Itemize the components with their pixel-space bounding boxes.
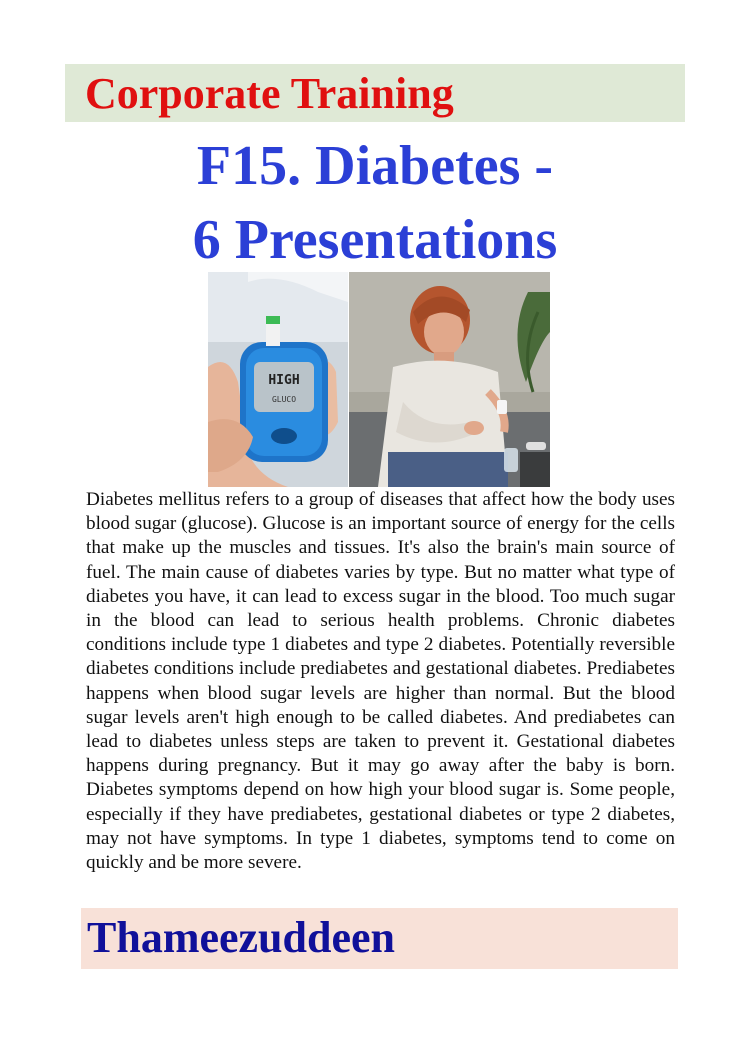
page-title-line-2: 6 Presentations — [192, 209, 558, 271]
training-banner — [65, 64, 685, 122]
meter-display-top: HIGH — [268, 373, 300, 388]
diabetes-photo — [208, 272, 550, 487]
banner-text: Corporate Training — [85, 69, 454, 118]
author-banner — [81, 908, 678, 969]
page-title-line-1: F15. Diabetes - — [196, 135, 554, 197]
author-name: Thameezuddeen — [87, 913, 395, 962]
glucose-meter-photo — [208, 272, 348, 487]
woman-photo — [349, 272, 550, 487]
diabetes-description: Diabetes mellitus refers to a group of diseases that affect how the body uses blood sugar (glucose). Glucose is an important source of energy for the cells that make up the muscles and tissues. It's also the brain's main source of fuel. The main cause of diabetes varies by type. But no matter what type of diabetes you have, it can lead to excess sugar in the blood. Too much sugar in the blood can lead to serious health problems. Chronic diabetes conditions include type 1 diabetes and type 2 diabetes. Potentially reversible diabetes conditions include prediabetes and gestational diabetes. Prediabetes happens when blood sugar levels are higher than normal. But the blood sugar levels aren't high enough to be called diabetes. And prediabetes can lead to diabetes unless steps are taken to prevent it. Gestational diabetes happens during pregnancy. But it may go away after the baby is born. Diabetes symptoms depend on how high your blood sugar is. Some people, especially if they have prediabetes, gestational diabetes or type 2 diabetes, may not have symptoms. In type 1 diabetes, symptoms tend to come on quickly and be more severe. — [86, 489, 675, 874]
meter-display-bottom: GLUCO — [271, 395, 297, 404]
meter-button — [271, 428, 297, 444]
